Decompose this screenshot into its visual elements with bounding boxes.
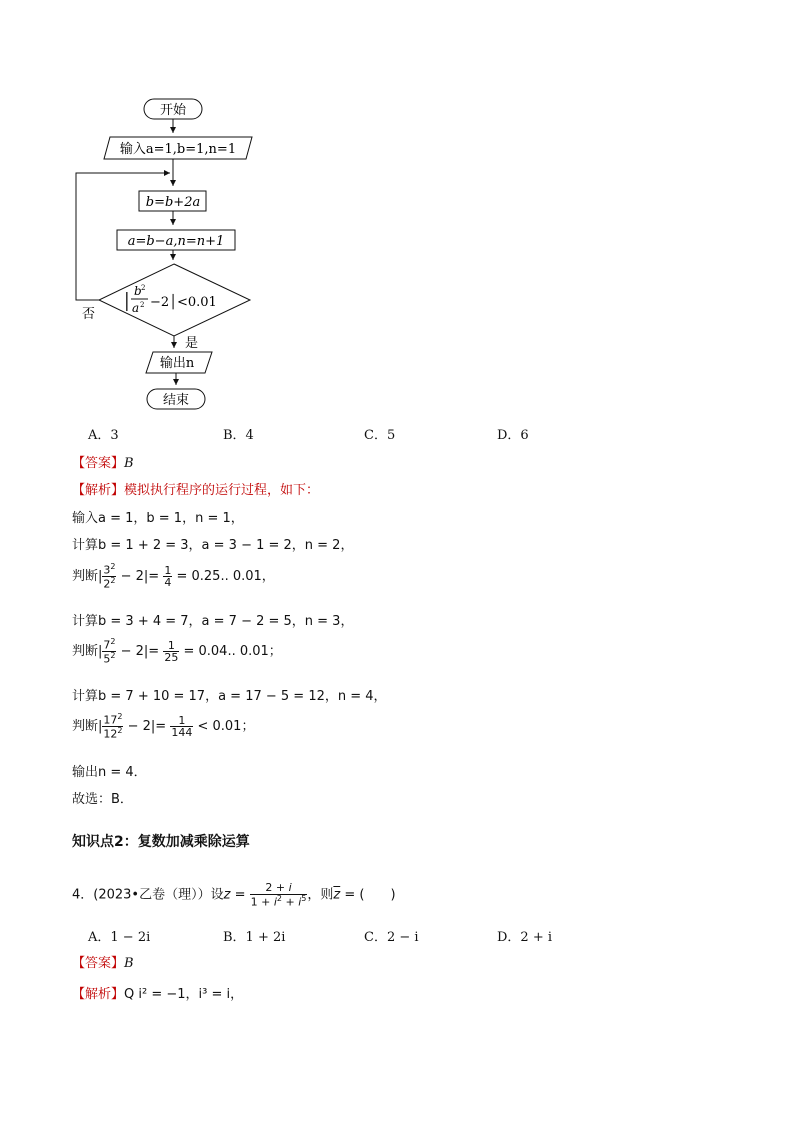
cond-rest: −2│<0.01 [150,295,217,310]
end-label: 结束 [162,393,190,408]
start-label: 开始 [159,103,187,118]
svg-text:2: 2 [140,301,145,309]
option-d: D．6 [497,428,529,443]
analysis-1-line4: 计算b = 3 + 4 = 7，a = 7 − 2 = 5，n = 3， [72,614,354,629]
question-4: 4．(2023•乙卷（理））设z = $\frac{2 + i}{1 + i^2 + i^5}$ ，则$\overline{z}$ = ( ) [72,881,396,909]
q4-option-a: A．1 − 2i [88,930,151,945]
q4-option-d: D．2 + i [497,930,553,945]
answer-1: 【答案】B [72,456,134,471]
option-b: B．4 [223,428,254,443]
analysis-1-line3: 判断| $\frac{3^2}{2^2}$ − 2|= $\frac{1}{4}$ = 0.25.. 0.01， [72,562,275,591]
analysis-1-line5: 判断| $\frac{7^2}{5^2}$ − 2|= $\frac{1}{25}$ = 0.04.. 0.01； [72,637,282,666]
q4-option-c: C．2 − i [364,930,419,945]
analysis-1-intro: 【解析】模拟执行程序的运行过程，如下： [72,483,320,498]
analysis-1-line9: 故选：B． [72,792,133,807]
svg-text:2: 2 [141,284,146,292]
analysis-1-line2: 计算b = 1 + 2 = 3，a = 3 − 1 = 2，n = 2， [72,538,354,553]
svg-text:│: │ [122,292,132,311]
section-heading: 知识点2：复数加减乘除运算 [72,834,250,850]
step2-label: a=b−a,n=n+1 [127,234,225,249]
output-label: 输出n [159,356,195,371]
answer-2: 【答案】B [72,956,134,971]
q4-option-b: B．1 + 2i [223,930,286,945]
analysis-1-line7: 判断| $\frac{17^2}{12^2}$ − 2|= $\frac{1}{144}$ < 0.01； [72,712,255,741]
analysis-1-line8: 输出n = 4． [72,765,147,780]
cond-den: a [132,301,140,315]
option-a: A．3 [88,428,119,443]
input-label: 输入a=1,b=1,n=1 [119,142,237,157]
flowchart [60,95,280,420]
step1-label: b=b+2a [145,195,201,210]
option-c: C．5 [364,428,396,443]
analysis-1-line1: 输入a = 1，b = 1，n = 1， [72,511,244,526]
yes-label: 是 [185,336,199,351]
analysis-1-line6: 计算b = 7 + 10 = 17，a = 17 − 5 = 12，n = 4， [72,689,387,704]
analysis-2: 【解析】Q i² = −1，i³ = i， [72,987,244,1002]
no-label: 否 [82,307,96,322]
cond-num: b [134,284,142,298]
